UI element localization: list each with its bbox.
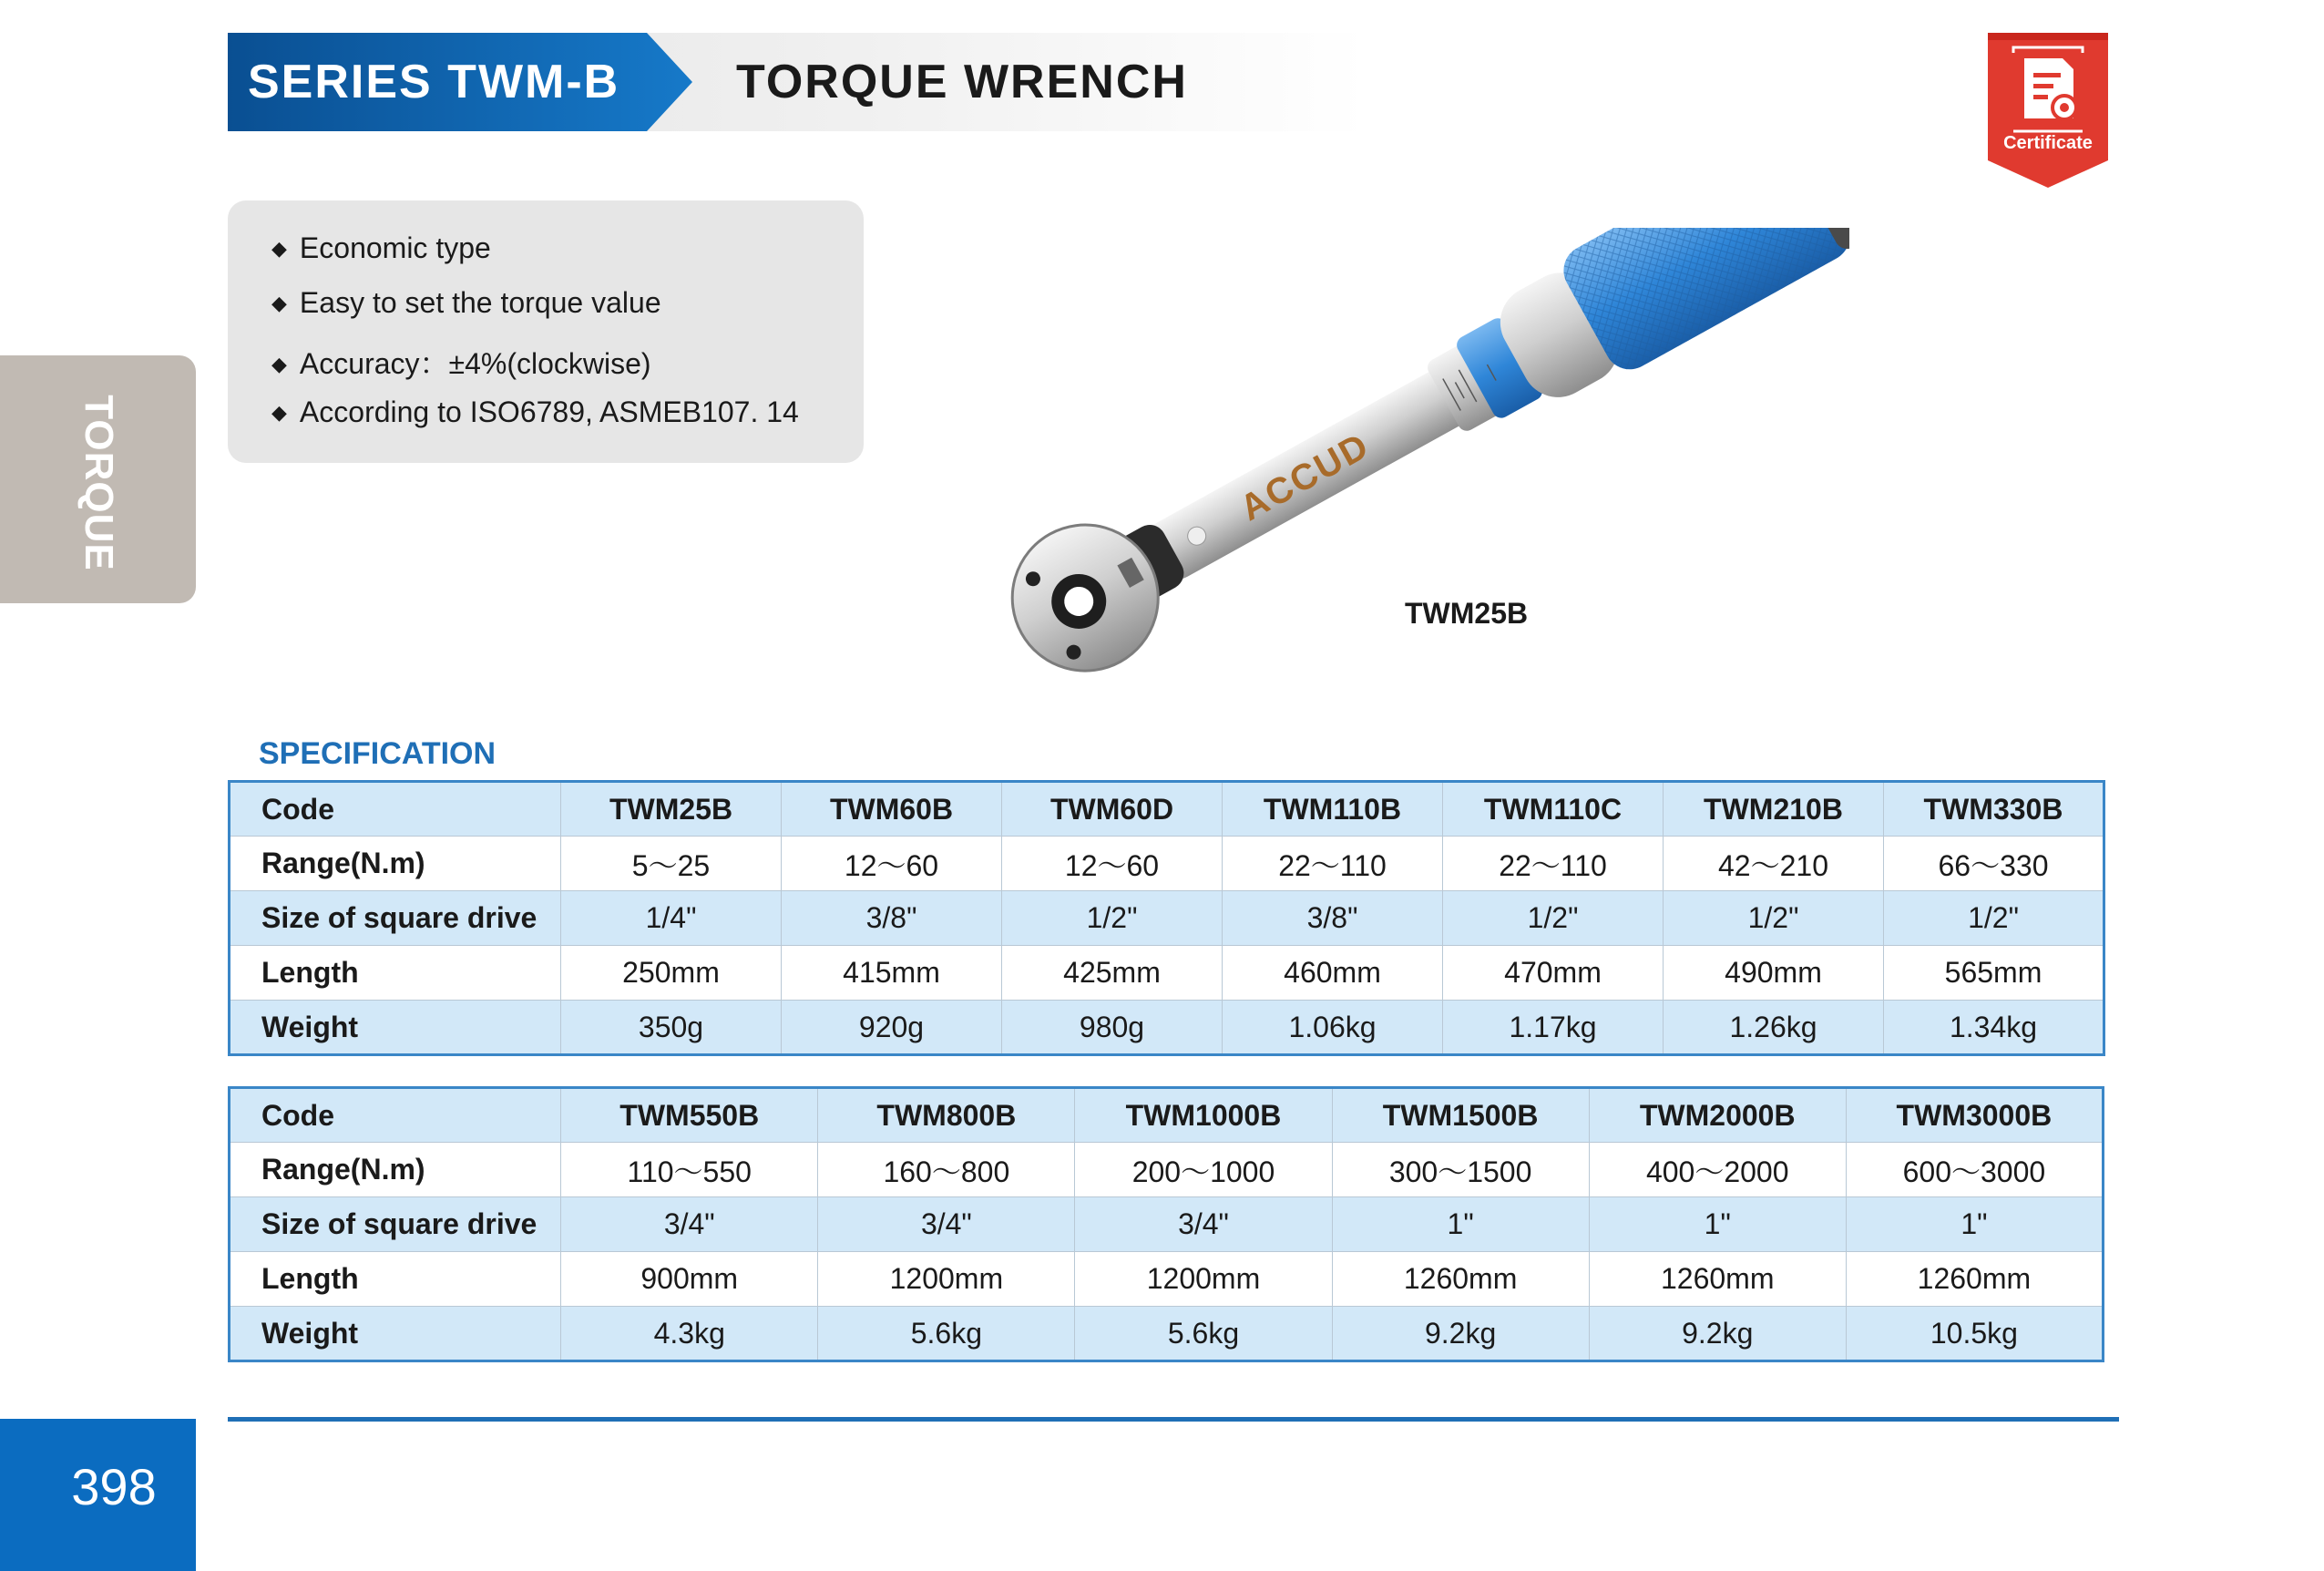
square-drive-cell: 1/2" <box>1664 891 1884 946</box>
table-row <box>230 782 2104 837</box>
range-cell: 5～25 <box>561 837 782 891</box>
code-cell: TWM110B <box>1223 782 1443 837</box>
footer-divider <box>228 1417 2119 1422</box>
length-cell: 1260mm <box>1846 1252 2103 1307</box>
weight-cell: 920g <box>782 1001 1002 1055</box>
diamond-bullet-icon: ◆ <box>271 401 287 424</box>
weight-cell: 9.2kg <box>1589 1307 1846 1361</box>
length-cell: 470mm <box>1443 946 1664 1001</box>
row-label-range: Range(N.m) <box>230 837 561 891</box>
weight-cell: 5.6kg <box>818 1307 1075 1361</box>
range-cell: 42～210 <box>1664 837 1884 891</box>
code-cell: TWM110C <box>1443 782 1664 837</box>
row-label-weight: Weight <box>230 1001 561 1055</box>
row-label-range: Range(N.m) <box>230 1143 561 1197</box>
code-cell: TWM25B <box>561 782 782 837</box>
table-row <box>230 946 2104 1001</box>
weight-cell: 1.26kg <box>1664 1001 1884 1055</box>
diamond-bullet-icon: ◆ <box>271 237 287 260</box>
code-cell: TWM800B <box>818 1088 1075 1143</box>
code-cell: TWM1000B <box>1075 1088 1332 1143</box>
weight-cell: 1.34kg <box>1884 1001 2104 1055</box>
code-cell: TWM3000B <box>1846 1088 2103 1143</box>
range-cell: 12～60 <box>782 837 1002 891</box>
length-cell: 250mm <box>561 946 782 1001</box>
diamond-bullet-icon: ◆ <box>271 292 287 314</box>
table-row <box>230 837 2104 891</box>
square-drive-cell: 1" <box>1332 1197 1589 1252</box>
table-row <box>230 1088 2104 1143</box>
weight-cell: 1.06kg <box>1223 1001 1443 1055</box>
weight-cell: 5.6kg <box>1075 1307 1332 1361</box>
length-cell: 460mm <box>1223 946 1443 1001</box>
square-drive-cell: 3/4" <box>1075 1197 1332 1252</box>
weight-cell: 9.2kg <box>1332 1307 1589 1361</box>
brand-text: ACCUD <box>1234 425 1377 529</box>
range-cell: 66～330 <box>1884 837 2104 891</box>
code-cell: TWM550B <box>561 1088 818 1143</box>
category-side-tab-label: TORQUE <box>77 395 121 571</box>
length-cell: 1260mm <box>1332 1252 1589 1307</box>
weight-cell: 4.3kg <box>561 1307 818 1361</box>
row-label-square-drive: Size of square drive <box>230 891 561 946</box>
length-cell: 490mm <box>1664 946 1884 1001</box>
certificate-label: Certificate <box>2003 133 2093 153</box>
square-drive-cell: 1/2" <box>1884 891 2104 946</box>
features-box <box>228 200 864 463</box>
range-cell: 300～1500 <box>1332 1143 1589 1197</box>
square-drive-cell: 3/4" <box>818 1197 1075 1252</box>
row-label-code: Code <box>230 1088 561 1143</box>
table-row <box>230 1143 2104 1197</box>
series-label: SERIES TWM-B <box>248 56 620 108</box>
code-cell: TWM2000B <box>1589 1088 1846 1143</box>
row-label-length: Length <box>230 946 561 1001</box>
length-cell: 1200mm <box>1075 1252 1332 1307</box>
table-row <box>230 1197 2104 1252</box>
spec-table-1 <box>228 780 2105 1056</box>
range-cell: 22～110 <box>1223 837 1443 891</box>
certificate-document-icon <box>1988 33 2108 188</box>
diamond-bullet-icon: ◆ <box>271 353 287 375</box>
range-cell: 160～800 <box>818 1143 1075 1197</box>
code-cell: TWM60D <box>1002 782 1223 837</box>
square-drive-cell: 1" <box>1846 1197 2103 1252</box>
row-label-length: Length <box>230 1252 561 1307</box>
code-cell: TWM210B <box>1664 782 1884 837</box>
square-drive-cell: 3/8" <box>1223 891 1443 946</box>
range-cell: 600～3000 <box>1846 1143 2103 1197</box>
range-cell: 22～110 <box>1443 837 1664 891</box>
feature-item: ◆ Accuracy：±4%(clockwise) <box>271 347 651 380</box>
feature-item: ◆ Easy to set the torque value <box>271 286 661 319</box>
weight-cell: 980g <box>1002 1001 1223 1055</box>
certificate-badge <box>1988 33 2108 188</box>
weight-cell: 10.5kg <box>1846 1307 2103 1361</box>
table-row <box>230 1307 2104 1361</box>
square-drive-cell: 1" <box>1589 1197 1846 1252</box>
code-cell: TWM330B <box>1884 782 2104 837</box>
length-cell: 565mm <box>1884 946 2104 1001</box>
row-label-square-drive: Size of square drive <box>230 1197 561 1252</box>
feature-item: ◆ Economic type <box>271 231 491 264</box>
product-title: TORQUE WRENCH <box>736 56 1188 108</box>
weight-cell: 1.17kg <box>1443 1001 1664 1055</box>
weight-cell: 350g <box>561 1001 782 1055</box>
table-row <box>230 891 2104 946</box>
length-cell: 425mm <box>1002 946 1223 1001</box>
spec-table-2 <box>228 1086 2104 1362</box>
feature-item: ◆ According to ISO6789, ASMEB107. 14 <box>271 395 799 428</box>
length-cell: 415mm <box>782 946 1002 1001</box>
length-cell: 1200mm <box>818 1252 1075 1307</box>
square-drive-cell: 1/4" <box>561 891 782 946</box>
square-drive-cell: 1/2" <box>1443 891 1664 946</box>
range-cell: 12～60 <box>1002 837 1223 891</box>
length-cell: 1260mm <box>1589 1252 1846 1307</box>
code-cell: TWM1500B <box>1332 1088 1589 1143</box>
square-drive-cell: 3/8" <box>782 891 1002 946</box>
length-cell: 900mm <box>561 1252 818 1307</box>
torque-wrench-image <box>938 228 1849 702</box>
range-cell: 200～1000 <box>1075 1143 1332 1197</box>
row-label-code: Code <box>230 782 561 837</box>
code-cell: TWM60B <box>782 782 1002 837</box>
range-cell: 400～2000 <box>1589 1143 1846 1197</box>
row-label-weight: Weight <box>230 1307 561 1361</box>
specification-heading: SPECIFICATION <box>259 736 497 771</box>
table-row <box>230 1252 2104 1307</box>
square-drive-cell: 3/4" <box>561 1197 818 1252</box>
table-row <box>230 1001 2104 1055</box>
range-cell: 110～550 <box>561 1143 818 1197</box>
square-drive-cell: 1/2" <box>1002 891 1223 946</box>
product-image-caption: TWM25B <box>1405 597 1529 630</box>
page-number: 398 <box>71 1458 157 1515</box>
